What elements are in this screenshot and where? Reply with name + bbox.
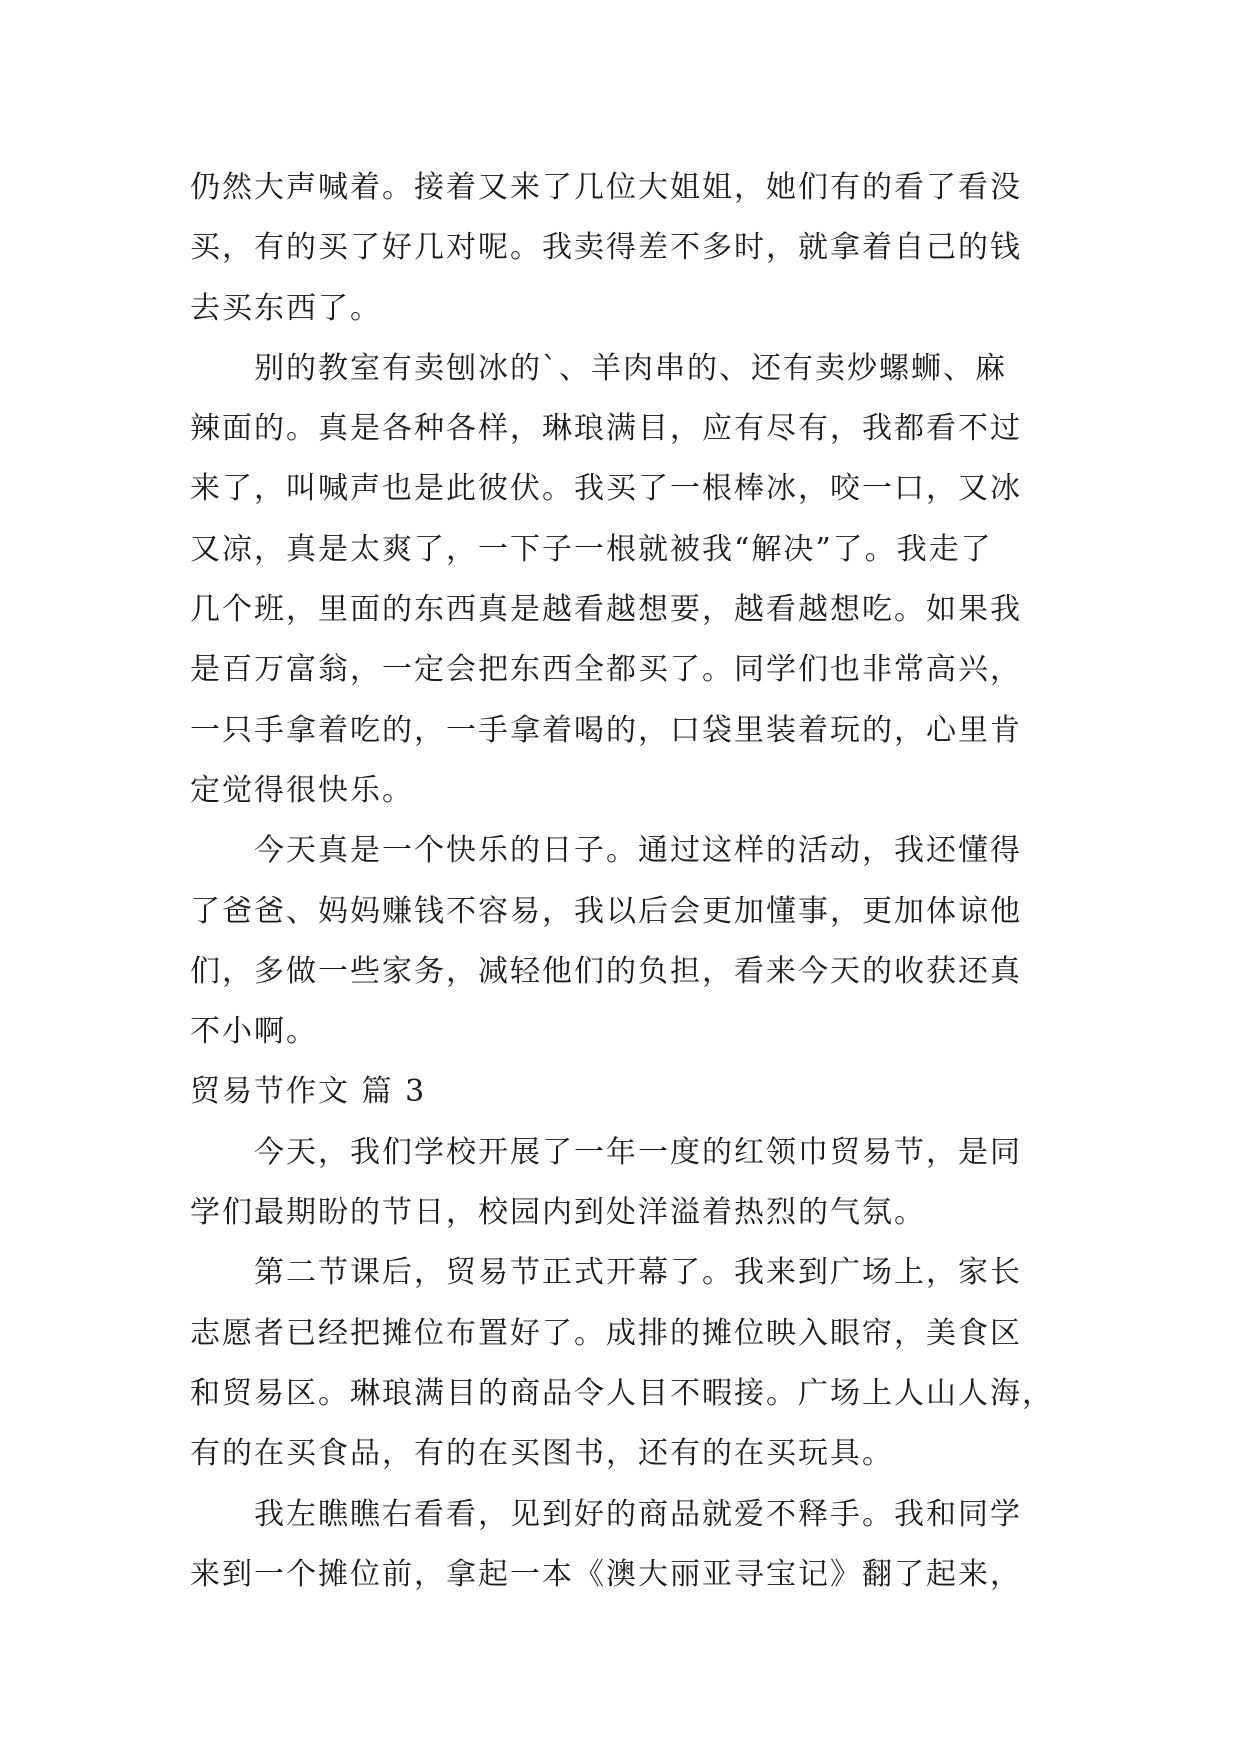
text-line: 几个班，里面的东西真是越看越想要，越看越想吃。如果我 bbox=[190, 592, 1022, 628]
text-line: 们，多做一些家务，减轻他们的负担，看来今天的收获还真 bbox=[190, 953, 1022, 989]
paragraph-first-line: 我左瞧瞧右看看，见到好的商品就爱不释手。我和同学 bbox=[254, 1496, 1022, 1532]
paragraph-first-line: 别的教室有卖刨冰的`、羊肉串的、还有卖炒螺蛳、麻 bbox=[254, 350, 1007, 386]
paragraph-first-line: 第二节课后，贸易节正式开幕了。我来到广场上，家长 bbox=[254, 1255, 1022, 1291]
text-line: 一只手拿着吃的，一手拿着喝的，口袋里装着玩的，心里肯 bbox=[190, 712, 1022, 748]
text-line: 是百万富翁，一定会把东西全都买了。同学们也非常高兴， bbox=[190, 652, 1022, 688]
paragraph-first-line: 今天，我们学校开展了一年一度的红领巾贸易节，是同 bbox=[254, 1134, 1022, 1170]
text-line: 去买东西了。 bbox=[190, 290, 382, 326]
text-line: 和贸易区。琳琅满目的商品令人目不暇接。广场上人山人海， bbox=[190, 1375, 1054, 1411]
section-heading: 贸易节作文 篇 3 bbox=[190, 1074, 427, 1110]
text-line: 了爸爸、妈妈赚钱不容易，我以后会更加懂事，更加体谅他 bbox=[190, 893, 1022, 929]
text-line: 辣面的。真是各种各样，琳琅满目，应有尽有，我都看不过 bbox=[190, 411, 1022, 447]
paragraph-first-line: 今天真是一个快乐的日子。通过这样的活动，我还懂得 bbox=[254, 833, 1022, 869]
text-line: 学们最期盼的节日，校园内到处洋溢着热烈的气氛。 bbox=[190, 1195, 926, 1231]
text-line: 有的在买食品，有的在买图书，还有的在买玩具。 bbox=[190, 1436, 894, 1472]
text-line: 来了，叫喊声也是此彼伏。我买了一根棒冰，咬一口，又冰 bbox=[190, 471, 1022, 507]
text-line: 来到一个摊位前，拿起一本《澳大丽亚寻宝记》翻了起来， bbox=[190, 1556, 1022, 1592]
text-line: 志愿者已经把摊位布置好了。成排的摊位映入眼帘，美食区 bbox=[190, 1315, 1022, 1351]
text-line: 又凉，真是太爽了，一下子一根就被我“解决”了。我走了 bbox=[190, 531, 993, 567]
text-line: 仍然大声喊着。接着又来了几位大姐姐，她们有的看了看没 bbox=[190, 170, 1022, 205]
text-line: 买，有的买了好几对呢。我卖得差不多时，就拿着自己的钱 bbox=[190, 230, 1022, 266]
text-line: 不小啊。 bbox=[190, 1014, 318, 1050]
essay-text bbox=[190, 158, 1070, 1605]
text-line: 定觉得很快乐。 bbox=[190, 772, 414, 808]
